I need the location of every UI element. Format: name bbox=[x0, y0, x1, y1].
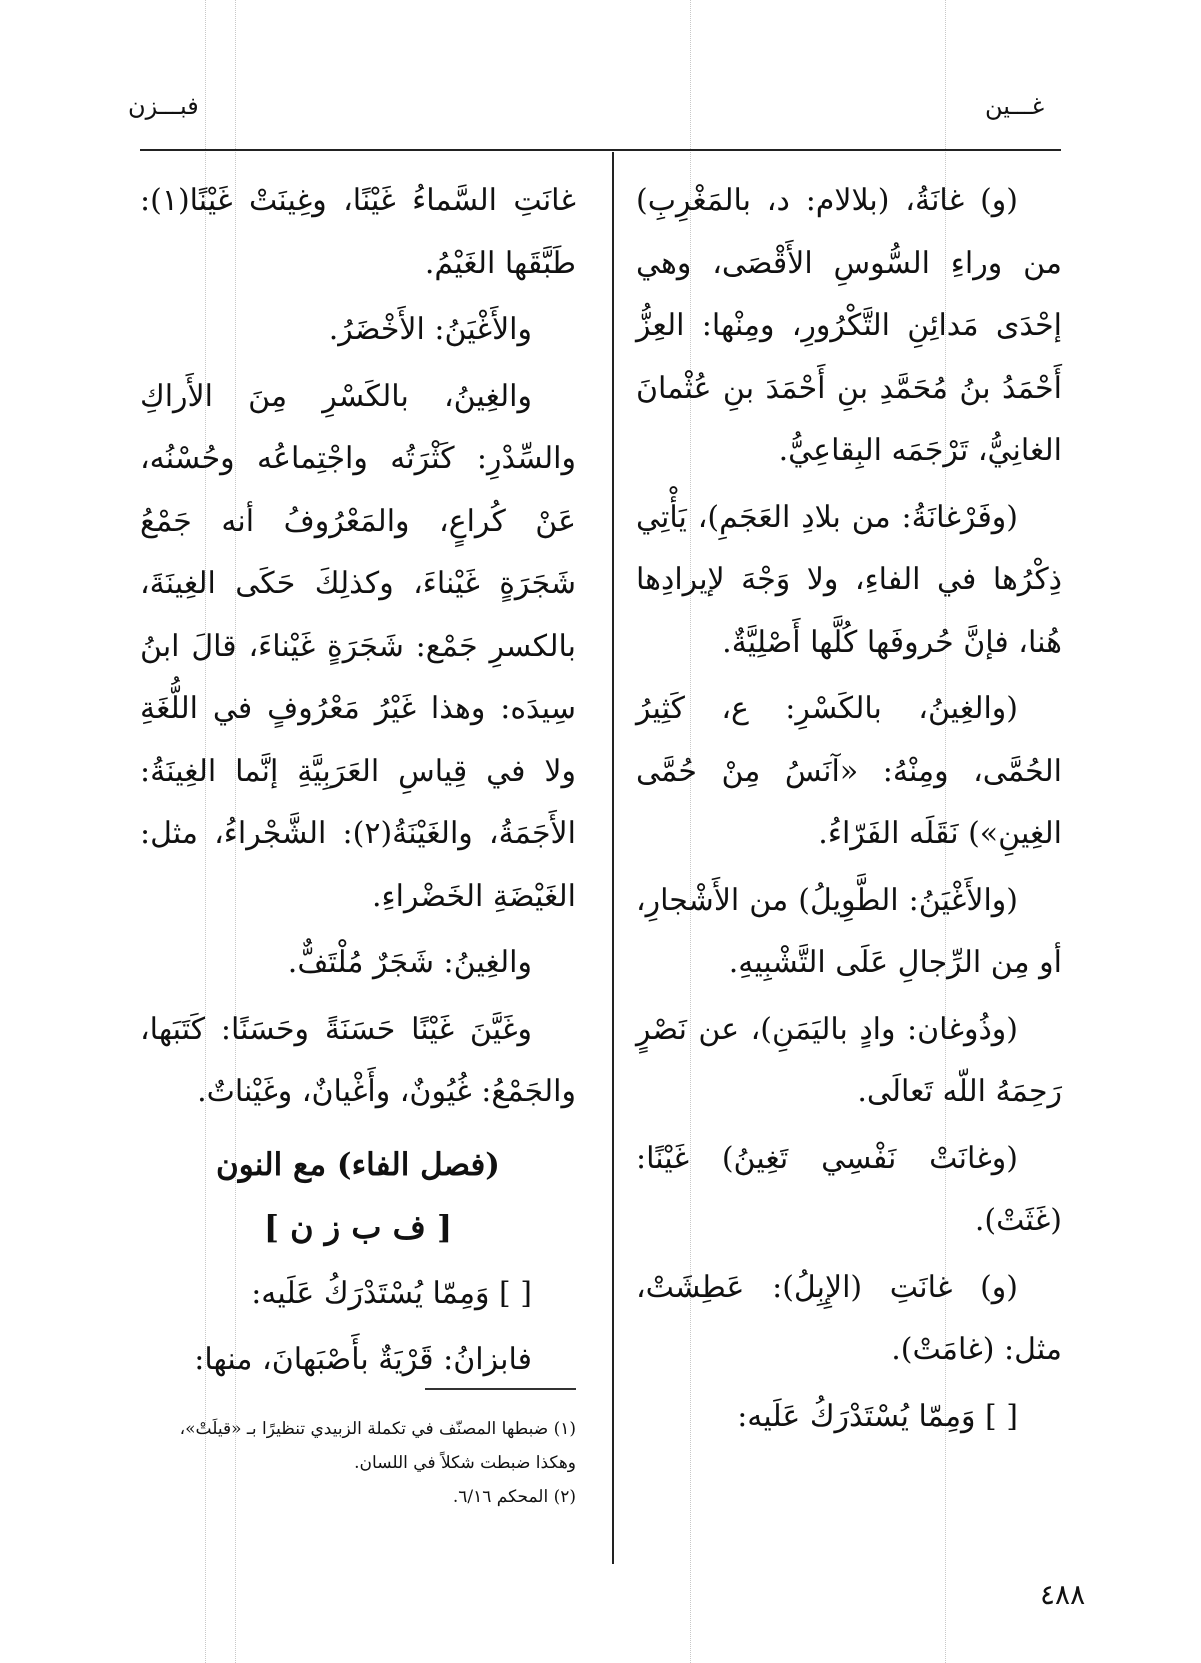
right-paragraph-4: (والأَغْيَنُ: الطَّوِيلُ) من الأَشْجارِ، أو مِن الرِّجالِ عَلَى التَّشْبِيهِ. bbox=[636, 882, 1062, 980]
right-column bbox=[636, 170, 1062, 1452]
left-paragraph-2: والأَغْيَنُ: الأَخْضَرُ. bbox=[328, 312, 532, 347]
section-title: (فصل الفاء) مع النون bbox=[216, 1146, 500, 1183]
left-paragraph-4: والغِينُ: شَجَرٌ مُلْتَفٌّ. bbox=[287, 945, 532, 980]
footnote-1: (١) ضبطها المصنّف في تكملة الزبيدي تنظيرًا بـ «قيلَتْ»، وهكذا ضبطت شكلاً في اللسان. bbox=[179, 1419, 576, 1473]
entry-title: [ ف ب ز ن ] bbox=[263, 1208, 453, 1246]
footnote-2: (٢) المحكم ٦/١٦. bbox=[452, 1487, 576, 1507]
column-divider bbox=[612, 152, 614, 1564]
right-paragraph-1: (و) غانَةُ، (بلالام: د، بالمَغْرِبِ) من وراءِ السُّوسِ الأَقْصَى، وهي إحْدَى مَدائِنِ التَّكْرُورِ، ومِنْها: العِزُّ أَحْمَدُ بنُ مُحَمَّدِ بنِ أَحْمَدَ بنِ عُثْمانَ الغانِيُّ، تَرْجَمَه البِقاعِيُّ. bbox=[636, 183, 1062, 468]
footnotes bbox=[140, 1412, 576, 1514]
header-rule bbox=[140, 149, 1061, 151]
left-paragraph-5: وغَيَّنَ غَيْنًا حَسَنَةً وحَسَنًا: كَتَبَها، والجَمْعُ: غُيُونٌ، وأَغْيانٌ، وغَيْناتٌ. bbox=[140, 1011, 576, 1109]
left-paragraph-6: [ ] وَمِمّا يُسْتَدْرَكُ عَلَيه: bbox=[251, 1275, 532, 1311]
right-paragraph-6: (وغانَتْ نَفْسِي تَغِينُ) غَيْنًا: (غَثَتْ). bbox=[636, 1140, 1062, 1238]
left-paragraph-1: غانَتِ السَّماءُ غَيْنًا، وغِينَتْ غَيْنًا(١): طَبَّقَها الغَيْمُ. bbox=[140, 183, 576, 281]
right-paragraph-3: (والغِينُ، بالكَسْرِ: ع، كَثِيرُ الحُمَّى، ومِنْهُ: «آنَسُ مِنْ حُمَّى الغِينِ») نَقَلَه الفَرّاءُ. bbox=[636, 691, 1062, 851]
right-paragraph-5: (وذُوغان: وادٍ باليَمَنِ)، عن نَصْرٍ رَحِمَهُ اللّه تَعالَى. bbox=[636, 1011, 1062, 1109]
right-paragraph-7: (و) غانَتِ (الإِبِلُ): عَطِشَتْ، مثل: (غامَتْ). bbox=[636, 1269, 1062, 1367]
right-paragraph-8: [ ] وَمِمّا يُسْتَدْرَكُ عَلَيه: bbox=[737, 1398, 1018, 1434]
left-column bbox=[140, 170, 576, 1396]
footnote-rule bbox=[425, 1388, 576, 1390]
left-paragraph-3: والغِينُ، بالكَسْرِ مِنَ الأَراكِ والسِّدْرِ: كَثْرَتُه واجْتِماعُه وحُسْنُه، عَنْ كُراعٍ، والمَعْرُوفُ أنه جَمْعُ شَجَرَةٍ غَيْناءَ، وكذلِكَ حَكَى الغِينَةَ، بالكسرِ جَمْع: شَجَرَةٍ غَيْناءَ، قالَ ابنُ سِيدَه: وهذا غَيْرُ مَعْرُوفٍ في اللُّغَةِ ولا في قِياسِ العَرَبِيَّةِ إنَّما الغِينَةُ: الأَجَمَةُ، والغَيْنَةُ(٢): الشَّجْراءُ، مثل: الغَيْضَةِ الخَضْراءِ. bbox=[140, 378, 576, 914]
left-paragraph-7: فابزانُ: قَرْيَةٌ بأَصْبَهانَ، منها: bbox=[194, 1342, 532, 1377]
right-paragraph-2: (وفَرْغانَةُ: من بلادِ العَجَمِ)، يَأْتِي ذِكْرُها في الفاءِ، ولا وَجْهَ لإيرادِها هُنا، فإنَّ حُروفَها كُلَّها أَصْلِيَّةٌ. bbox=[636, 499, 1062, 660]
page-number: ٤٨٨ bbox=[1040, 1578, 1086, 1611]
header-left-word: فبـــزن bbox=[128, 92, 199, 120]
header-right-word: غـــين bbox=[985, 92, 1045, 120]
